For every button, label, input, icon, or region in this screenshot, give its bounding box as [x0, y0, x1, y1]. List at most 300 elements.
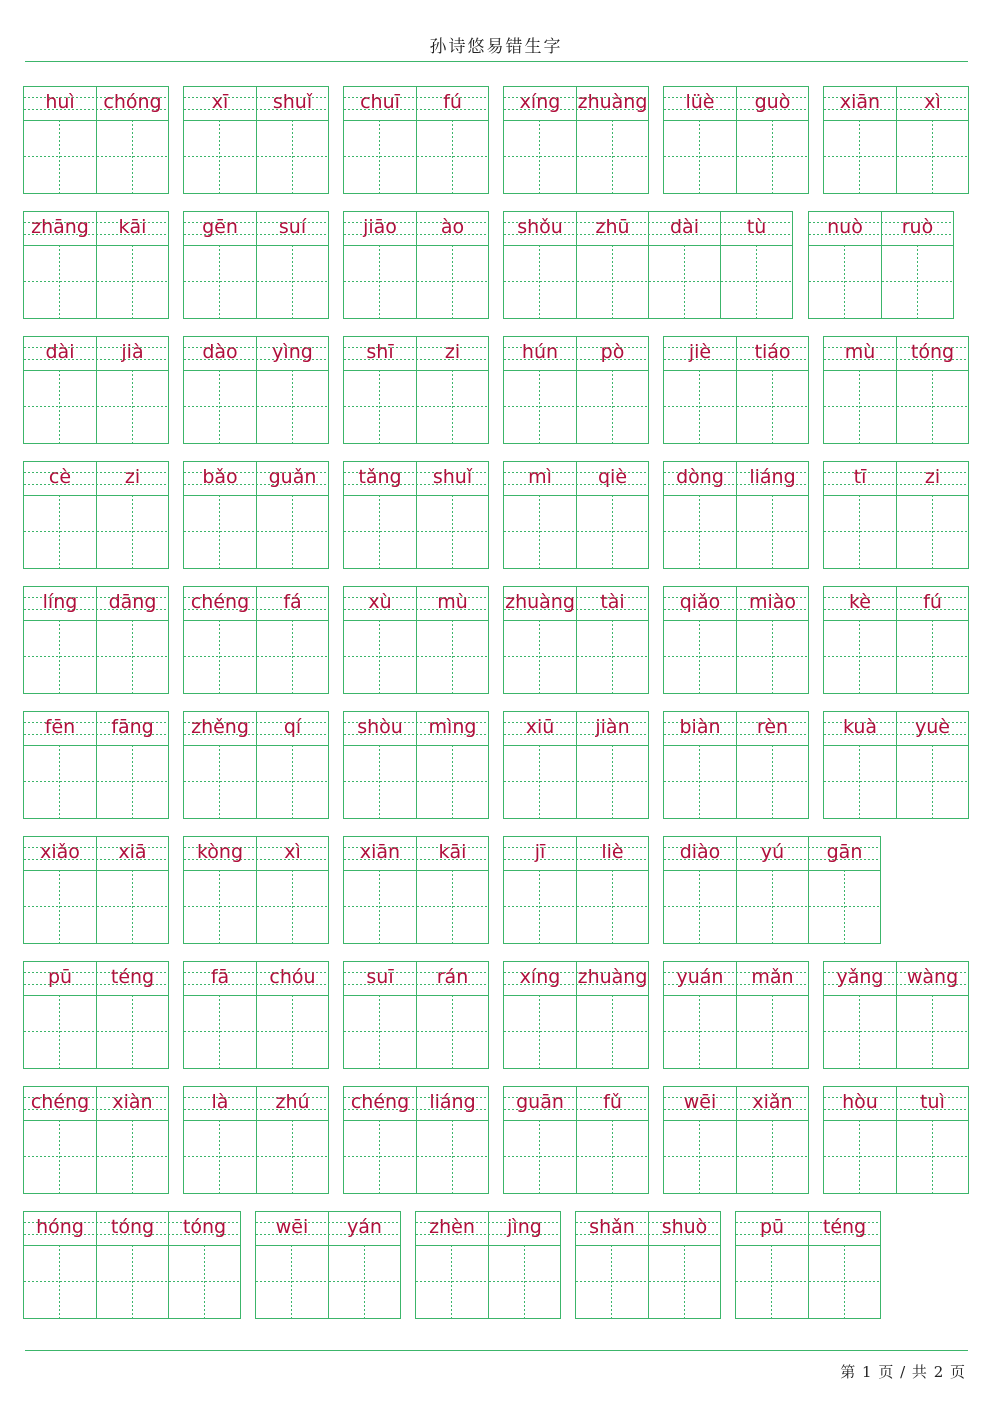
writing-cell[interactable]: [96, 495, 168, 568]
word-box: [343, 86, 489, 194]
pinyin-row: [184, 1087, 328, 1121]
pinyin-syllable: fāng: [96, 712, 168, 745]
tianzige-row: [344, 370, 488, 443]
word-box: [23, 211, 169, 319]
tianzige-row: [344, 620, 488, 693]
tianzige-row: [664, 1120, 808, 1193]
pinyin-row: [344, 587, 488, 621]
writing-cell[interactable]: [184, 620, 256, 693]
pinyin-syllable: tóng: [168, 1212, 240, 1245]
word-box: [183, 711, 329, 819]
pinyin-syllable: fēn: [44, 716, 76, 738]
pinyin-row: [824, 337, 968, 371]
writing-cell[interactable]: [808, 870, 880, 943]
pinyin-syllable: téng: [808, 1212, 880, 1245]
writing-cell[interactable]: [96, 370, 168, 443]
pinyin-syllable: xì: [896, 87, 968, 120]
word-box: [343, 211, 489, 319]
word-box: [503, 211, 793, 319]
pinyin-row: [504, 837, 648, 871]
pinyin-syllable: biàn: [679, 716, 721, 738]
tianzige-row: [824, 745, 968, 818]
pinyin-row: [504, 962, 648, 996]
tianzige-row: [824, 995, 968, 1068]
word-box: [183, 961, 329, 1069]
writing-cell[interactable]: [736, 495, 808, 568]
pinyin-row: [24, 87, 168, 121]
tianzige-row: [344, 1120, 488, 1193]
pinyin-syllable: téng: [96, 962, 168, 995]
writing-cell[interactable]: [256, 995, 328, 1068]
pinyin-syllable: kòng: [196, 841, 244, 863]
word-box: [663, 961, 809, 1069]
word-box: [503, 586, 649, 694]
tianzige-row: [809, 245, 953, 318]
word-box: [663, 86, 809, 194]
pinyin-syllable: xī: [211, 91, 229, 113]
pinyin-syllable: zhuàng: [576, 962, 648, 995]
writing-cell[interactable]: [344, 370, 416, 443]
tianzige-row: [24, 620, 168, 693]
writing-cell[interactable]: [664, 495, 736, 568]
writing-cell[interactable]: [416, 1245, 488, 1318]
tianzige-row: [24, 120, 168, 193]
writing-cell[interactable]: [344, 870, 416, 943]
writing-cell[interactable]: [896, 620, 968, 693]
tianzige-row: [24, 995, 168, 1068]
pinyin-syllable: xiān: [839, 91, 881, 113]
writing-cell[interactable]: [416, 1120, 488, 1193]
tianzige-row: [344, 495, 488, 568]
pinyin-row: [344, 962, 488, 996]
pinyin-syllable: tǎng: [358, 466, 402, 488]
writing-cell[interactable]: [896, 495, 968, 568]
tianzige-row: [504, 620, 648, 693]
pinyin-syllable: chéng: [190, 591, 250, 613]
writing-cell[interactable]: [416, 995, 488, 1068]
pinyin-syllable: chéng: [350, 1091, 410, 1113]
writing-cell[interactable]: [184, 495, 256, 568]
writing-cell[interactable]: [96, 245, 168, 318]
word-box: [343, 961, 489, 1069]
writing-cell[interactable]: [184, 245, 256, 318]
pinyin-syllable: xiǎn: [736, 1087, 808, 1120]
writing-cell[interactable]: [824, 120, 896, 193]
word-box: [343, 336, 489, 444]
pinyin-syllable: fá: [256, 587, 328, 620]
word-box: [343, 586, 489, 694]
pinyin-syllable: hóng: [36, 1216, 84, 1238]
pinyin-syllable: qí: [256, 712, 328, 745]
writing-cell[interactable]: [416, 370, 488, 443]
pinyin-syllable: cè: [48, 466, 72, 488]
word-box: [23, 836, 169, 944]
page-number: 第 1 页 / 共 2 页: [840, 1363, 966, 1381]
writing-cell[interactable]: [256, 745, 328, 818]
word-box: [23, 961, 169, 1069]
writing-cell[interactable]: [24, 245, 96, 318]
writing-cell[interactable]: [576, 1245, 648, 1318]
tianzige-row: [416, 1245, 560, 1318]
pinyin-syllable: jià: [96, 337, 168, 370]
tianzige-row: [344, 245, 488, 318]
writing-cell[interactable]: [504, 370, 576, 443]
writing-cell[interactable]: [824, 1120, 896, 1193]
writing-cell[interactable]: [664, 870, 736, 943]
word-box: [183, 461, 329, 569]
writing-cell[interactable]: [576, 870, 648, 943]
word-box: [823, 961, 969, 1069]
word-box: [575, 1211, 721, 1319]
word-box: [503, 336, 649, 444]
word-box: [183, 586, 329, 694]
pinyin-syllable: liè: [576, 837, 648, 870]
word-box: [343, 836, 489, 944]
pinyin-syllable: xì: [256, 837, 328, 870]
pinyin-syllable: dòng: [676, 466, 724, 488]
tianzige-row: [576, 1245, 720, 1318]
writing-cell[interactable]: [416, 620, 488, 693]
writing-cell[interactable]: [344, 1120, 416, 1193]
pinyin-syllable: là: [211, 1091, 229, 1113]
pinyin-syllable: qiè: [576, 462, 648, 495]
writing-cell[interactable]: [256, 870, 328, 943]
writing-cell[interactable]: [184, 870, 256, 943]
word-box: [823, 336, 969, 444]
writing-cell[interactable]: [344, 620, 416, 693]
pinyin-row: [24, 462, 168, 496]
writing-cell[interactable]: [576, 495, 648, 568]
tianzige-row: [504, 120, 648, 193]
writing-cell[interactable]: [896, 1120, 968, 1193]
writing-cell[interactable]: [664, 1120, 736, 1193]
pinyin-syllable: chóu: [256, 962, 328, 995]
pinyin-syllable: yán: [328, 1212, 400, 1245]
pinyin-row: [184, 462, 328, 496]
pinyin-syllable: zi: [96, 462, 168, 495]
word-box: [183, 836, 329, 944]
writing-cell[interactable]: [256, 495, 328, 568]
writing-cell[interactable]: [344, 995, 416, 1068]
word-box: [503, 961, 649, 1069]
writing-cell[interactable]: [736, 1120, 808, 1193]
tianzige-row: [184, 120, 328, 193]
writing-cell[interactable]: [96, 870, 168, 943]
pinyin-syllable: wēi: [275, 1216, 309, 1238]
writing-cell[interactable]: [824, 745, 896, 818]
writing-cell[interactable]: [576, 245, 648, 318]
writing-cell[interactable]: [256, 370, 328, 443]
header-rule: [25, 61, 968, 62]
pinyin-row: [24, 212, 168, 246]
pinyin-row: [736, 1212, 880, 1246]
pinyin-syllable: líng: [42, 591, 78, 613]
writing-cell[interactable]: [24, 870, 96, 943]
pinyin-syllable: zi: [416, 337, 488, 370]
writing-cell[interactable]: [24, 495, 96, 568]
pinyin-row: [184, 337, 328, 371]
writing-cell[interactable]: [184, 745, 256, 818]
writing-cell[interactable]: [824, 495, 896, 568]
pinyin-syllable: xiū: [525, 716, 555, 738]
writing-cell[interactable]: [256, 620, 328, 693]
pinyin-syllable: mìng: [416, 712, 488, 745]
word-box: [343, 711, 489, 819]
pinyin-syllable: miào: [736, 587, 808, 620]
pinyin-syllable: kāi: [96, 212, 168, 245]
writing-cell[interactable]: [256, 245, 328, 318]
pinyin-syllable: tiáo: [736, 337, 808, 370]
tianzige-row: [184, 370, 328, 443]
writing-cell[interactable]: [576, 745, 648, 818]
writing-cell[interactable]: [24, 120, 96, 193]
pinyin-syllable: gēn: [202, 216, 238, 238]
writing-cell[interactable]: [504, 995, 576, 1068]
tianzige-row: [344, 745, 488, 818]
pinyin-syllable: zhèn: [429, 1216, 475, 1238]
writing-cell[interactable]: [416, 120, 488, 193]
tianzige-row: [504, 245, 792, 318]
pinyin-syllable: shuǐ: [416, 462, 488, 495]
pinyin-syllable: tī: [853, 466, 867, 488]
pinyin-row: [504, 462, 648, 496]
pinyin-row: [344, 1087, 488, 1121]
tianzige-row: [24, 495, 168, 568]
word-box: [183, 1086, 329, 1194]
writing-cell[interactable]: [664, 620, 736, 693]
tianzige-row: [664, 745, 808, 818]
word-box: [503, 711, 649, 819]
tianzige-row: [504, 870, 648, 943]
writing-cell[interactable]: [824, 620, 896, 693]
pinyin-syllable: chéng: [30, 1091, 90, 1113]
word-box: [503, 86, 649, 194]
tianzige-row: [824, 1120, 968, 1193]
writing-cell[interactable]: [184, 1120, 256, 1193]
writing-cell[interactable]: [24, 370, 96, 443]
pinyin-syllable: xiàn: [96, 1087, 168, 1120]
tianzige-row: [504, 370, 648, 443]
writing-cell[interactable]: [328, 1245, 400, 1318]
pinyin-row: [664, 1087, 808, 1121]
writing-cell[interactable]: [184, 370, 256, 443]
writing-cell[interactable]: [504, 120, 576, 193]
writing-cell[interactable]: [648, 1245, 720, 1318]
word-box: [23, 461, 169, 569]
pinyin-syllable: jiāo: [363, 216, 397, 238]
tianzige-row: [184, 1120, 328, 1193]
writing-cell[interactable]: [664, 745, 736, 818]
pinyin-row: [24, 587, 168, 621]
pinyin-row: [504, 87, 648, 121]
page-title: 孙诗悠易错生字: [429, 37, 563, 57]
word-box: [663, 836, 881, 944]
pinyin-row: [344, 462, 488, 496]
writing-cell[interactable]: [416, 495, 488, 568]
writing-cell[interactable]: [896, 745, 968, 818]
pinyin-syllable: yú: [736, 837, 808, 870]
pinyin-syllable: jiè: [688, 341, 712, 363]
writing-cell[interactable]: [504, 1120, 576, 1193]
writing-cell[interactable]: [96, 745, 168, 818]
writing-cell[interactable]: [168, 1245, 240, 1318]
tianzige-row: [24, 745, 168, 818]
pinyin-syllable: lüè: [685, 91, 715, 113]
writing-cell[interactable]: [736, 870, 808, 943]
writing-cell[interactable]: [664, 120, 736, 193]
writing-cell[interactable]: [184, 120, 256, 193]
writing-cell[interactable]: [881, 245, 953, 318]
word-box: [663, 461, 809, 569]
writing-cell[interactable]: [96, 120, 168, 193]
pinyin-row: [664, 712, 808, 746]
pinyin-syllable: tóng: [896, 337, 968, 370]
pinyin-syllable: ruò: [881, 212, 953, 245]
writing-cell[interactable]: [416, 745, 488, 818]
writing-cell[interactable]: [576, 120, 648, 193]
writing-cell[interactable]: [24, 995, 96, 1068]
pinyin-syllable: diào: [679, 841, 721, 863]
pinyin-syllable: pū: [47, 966, 73, 988]
writing-cell[interactable]: [736, 1245, 808, 1318]
writing-cell[interactable]: [736, 745, 808, 818]
pinyin-syllable: dào: [202, 341, 238, 363]
pinyin-row: [664, 337, 808, 371]
writing-cell[interactable]: [184, 995, 256, 1068]
word-box: [343, 461, 489, 569]
tianzige-row: [664, 870, 880, 943]
writing-cell[interactable]: [896, 120, 968, 193]
writing-cell[interactable]: [344, 245, 416, 318]
writing-cell[interactable]: [896, 370, 968, 443]
pinyin-row: [664, 587, 808, 621]
pinyin-row: [824, 1087, 968, 1121]
word-box: [255, 1211, 401, 1319]
pinyin-row: [504, 712, 648, 746]
pinyin-syllable: xiā: [96, 837, 168, 870]
tianzige-row: [184, 495, 328, 568]
writing-cell[interactable]: [736, 620, 808, 693]
pinyin-row: [344, 212, 488, 246]
writing-cell[interactable]: [576, 620, 648, 693]
writing-cell[interactable]: [664, 995, 736, 1068]
pinyin-syllable: rèn: [736, 712, 808, 745]
pinyin-row: [824, 462, 968, 496]
writing-cell[interactable]: [736, 995, 808, 1068]
pinyin-syllable: hòu: [842, 1091, 878, 1113]
pinyin-syllable: shuǐ: [256, 87, 328, 120]
tianzige-row: [824, 495, 968, 568]
pinyin-syllable: gān: [808, 837, 880, 870]
tianzige-row: [664, 995, 808, 1068]
writing-cell[interactable]: [344, 120, 416, 193]
pinyin-syllable: shòu: [357, 716, 403, 738]
pinyin-row: [664, 462, 808, 496]
writing-cell[interactable]: [576, 1120, 648, 1193]
writing-cell[interactable]: [808, 1245, 880, 1318]
pinyin-syllable: zhěng: [191, 716, 249, 738]
pinyin-syllable: liáng: [736, 462, 808, 495]
writing-cell[interactable]: [896, 995, 968, 1068]
writing-cell[interactable]: [256, 1245, 328, 1318]
writing-cell[interactable]: [736, 120, 808, 193]
pinyin-row: [664, 837, 880, 871]
writing-cell[interactable]: [24, 620, 96, 693]
writing-cell[interactable]: [576, 370, 648, 443]
pinyin-syllable: shǒu: [517, 216, 563, 238]
writing-cell[interactable]: [824, 370, 896, 443]
writing-cell[interactable]: [96, 1245, 168, 1318]
pinyin-syllable: mì: [528, 466, 552, 488]
tianzige-row: [184, 245, 328, 318]
word-box: [735, 1211, 881, 1319]
pinyin-row: [824, 87, 968, 121]
pinyin-syllable: tù: [720, 212, 792, 245]
writing-cell[interactable]: [96, 1120, 168, 1193]
writing-cell[interactable]: [416, 245, 488, 318]
writing-cell[interactable]: [96, 995, 168, 1068]
pinyin-syllable: liáng: [416, 1087, 488, 1120]
writing-cell[interactable]: [720, 245, 792, 318]
writing-cell[interactable]: [809, 245, 881, 318]
writing-cell[interactable]: [664, 370, 736, 443]
tianzige-row: [824, 370, 968, 443]
writing-cell[interactable]: [504, 620, 576, 693]
writing-cell[interactable]: [576, 995, 648, 1068]
pinyin-syllable: huì: [45, 91, 75, 113]
writing-cell[interactable]: [416, 870, 488, 943]
word-box: [183, 211, 329, 319]
pinyin-row: [184, 212, 328, 246]
writing-cell[interactable]: [504, 495, 576, 568]
word-box: [23, 711, 169, 819]
pinyin-syllable: guǎn: [256, 462, 328, 495]
writing-cell[interactable]: [504, 870, 576, 943]
tianzige-row: [504, 495, 648, 568]
pinyin-row: [24, 712, 168, 746]
writing-cell[interactable]: [736, 370, 808, 443]
writing-cell[interactable]: [256, 120, 328, 193]
pinyin-syllable: yuè: [896, 712, 968, 745]
tianzige-row: [24, 370, 168, 443]
writing-cell[interactable]: [24, 1245, 96, 1318]
word-box: [823, 586, 969, 694]
pinyin-row: [344, 87, 488, 121]
pinyin-row: [184, 712, 328, 746]
word-box: [663, 711, 809, 819]
pinyin-row: [24, 837, 168, 871]
pinyin-syllable: kè: [848, 591, 871, 613]
tianzige-row: [24, 870, 168, 943]
writing-cell[interactable]: [488, 1245, 560, 1318]
writing-cell[interactable]: [504, 745, 576, 818]
writing-cell[interactable]: [24, 1120, 96, 1193]
writing-cell[interactable]: [648, 245, 720, 318]
pinyin-syllable: guān: [516, 1091, 564, 1113]
writing-cell[interactable]: [504, 245, 576, 318]
writing-cell[interactable]: [96, 620, 168, 693]
pinyin-syllable: jìng: [488, 1212, 560, 1245]
pinyin-row: [24, 1212, 240, 1246]
writing-cell[interactable]: [24, 745, 96, 818]
writing-cell[interactable]: [344, 495, 416, 568]
writing-cell[interactable]: [344, 745, 416, 818]
writing-cell[interactable]: [824, 995, 896, 1068]
word-box: [23, 86, 169, 194]
writing-cell[interactable]: [256, 1120, 328, 1193]
pinyin-row: [184, 87, 328, 121]
word-box: [503, 1086, 649, 1194]
